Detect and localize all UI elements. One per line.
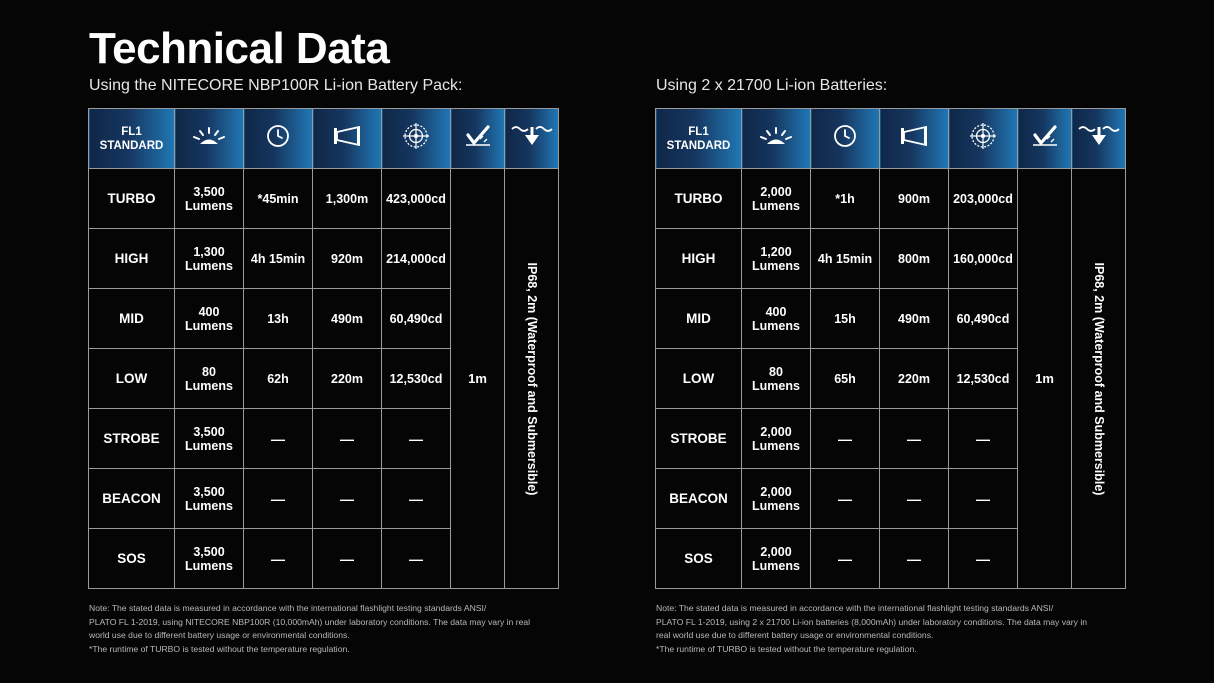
- intensity-cell: 60,490cd: [949, 289, 1018, 349]
- impact-resistance-cell: 1m: [1018, 169, 1072, 589]
- note-line: PLATO FL 1-2019, using NITECORE NBP100R (10,000mAh) under laboratory conditions. The data may vary in real: [89, 616, 531, 627]
- output-cell: [742, 169, 811, 229]
- mode-cell: LOW: [89, 349, 175, 409]
- runtime-cell: *45min: [244, 169, 313, 229]
- spec-table-panel-2: [655, 108, 1125, 587]
- peak-intensity-header: [949, 109, 1018, 169]
- note-line: Note: The stated data is measured in accordance with the international flashlight testing standards ANSI/: [89, 603, 487, 613]
- spec-table: [88, 108, 559, 589]
- mode-cell: STROBE: [656, 409, 742, 469]
- mode-cell: HIGH: [656, 229, 742, 289]
- fl1-label: FL1: [688, 125, 709, 138]
- output-unit: Lumens: [752, 258, 800, 273]
- intensity-cell: 60,490cd: [382, 289, 451, 349]
- beam-distance-header: [880, 109, 949, 169]
- output-cell: [175, 349, 244, 409]
- output-value: 80: [769, 364, 783, 379]
- intensity-cell: 203,000cd: [949, 169, 1018, 229]
- runtime-cell: —: [811, 469, 880, 529]
- output-cell: [742, 409, 811, 469]
- table-row: [656, 169, 1126, 229]
- mode-cell: SOS: [89, 529, 175, 589]
- runtime-cell: —: [811, 409, 880, 469]
- output-cell: [742, 289, 811, 349]
- spec-table-panel-1: [88, 108, 558, 587]
- beam-distance-icon: [333, 126, 361, 151]
- runtime-icon: [266, 124, 290, 153]
- output-value: 1,200: [760, 244, 792, 259]
- output-value: 400: [765, 304, 787, 319]
- output-unit: Lumens: [185, 378, 233, 393]
- output-value: 400: [198, 304, 220, 319]
- intensity-cell: —: [382, 529, 451, 589]
- output-value: 80: [202, 364, 216, 379]
- output-header: [742, 109, 811, 169]
- output-unit: Lumens: [185, 438, 233, 453]
- output-cell: [175, 229, 244, 289]
- peak-intensity-icon: [969, 122, 997, 155]
- runtime-cell: 62h: [244, 349, 313, 409]
- waterproof-cell: [1072, 169, 1126, 589]
- mode-cell: MID: [89, 289, 175, 349]
- mode-cell: BEACON: [656, 469, 742, 529]
- intensity-cell: —: [382, 469, 451, 529]
- runtime-icon: [833, 124, 857, 153]
- output-unit: Lumens: [185, 498, 233, 513]
- intensity-cell: 423,000cd: [382, 169, 451, 229]
- distance-cell: 220m: [880, 349, 949, 409]
- panel-2-subtitle: Using 2 x 21700 Li-ion Batteries:: [656, 77, 888, 94]
- runtime-cell: —: [811, 529, 880, 589]
- intensity-cell: 214,000cd: [382, 229, 451, 289]
- intensity-cell: —: [949, 529, 1018, 589]
- waterproof-rating: IP68, 2m (Waterproof and Submersible): [1091, 262, 1106, 495]
- mode-cell: TURBO: [656, 169, 742, 229]
- waterproof-cell: [505, 169, 559, 589]
- standard-label: STANDARD: [99, 139, 164, 152]
- impact-resistance-header: [1018, 109, 1072, 169]
- spec-table: [655, 108, 1126, 589]
- distance-cell: 220m: [313, 349, 382, 409]
- output-cell: [175, 169, 244, 229]
- intensity-cell: 160,000cd: [949, 229, 1018, 289]
- table-header-row: [89, 109, 559, 169]
- panel-1-subtitle: Using the NITECORE NBP100R Li-ion Battery Pack:: [89, 77, 463, 94]
- impact-resistance-header: [451, 109, 505, 169]
- runtime-cell: —: [244, 469, 313, 529]
- distance-cell: 490m: [313, 289, 382, 349]
- waterproof-icon: [1078, 125, 1120, 152]
- output-value: 3,500: [193, 424, 225, 439]
- runtime-cell: —: [244, 409, 313, 469]
- output-value: 2,000: [760, 424, 792, 439]
- peak-intensity-icon: [402, 122, 430, 155]
- output-value: 3,500: [193, 544, 225, 559]
- mode-cell: STROBE: [89, 409, 175, 469]
- fl1-standard-header: [89, 109, 175, 169]
- waterproof-rating: IP68, 2m (Waterproof and Submersible): [524, 262, 539, 495]
- output-value: 2,000: [760, 484, 792, 499]
- runtime-cell: —: [244, 529, 313, 589]
- panel-1-note: [89, 602, 559, 656]
- intensity-cell: 12,530cd: [382, 349, 451, 409]
- output-cell: [742, 469, 811, 529]
- impact-resistance-cell: 1m: [451, 169, 505, 589]
- mode-cell: LOW: [656, 349, 742, 409]
- mode-cell: TURBO: [89, 169, 175, 229]
- note-line: real world use due to different battery usage or environmental conditions.: [656, 630, 934, 641]
- runtime-header: [811, 109, 880, 169]
- note-line: *The runtime of TURBO is tested without the temperature regulation.: [89, 643, 350, 654]
- distance-cell: 800m: [880, 229, 949, 289]
- fl1-standard-header: [656, 109, 742, 169]
- output-value: 2,000: [760, 544, 792, 559]
- output-value: 3,500: [193, 484, 225, 499]
- intensity-cell: —: [949, 409, 1018, 469]
- distance-cell: —: [880, 469, 949, 529]
- output-unit: Lumens: [752, 498, 800, 513]
- output-unit: Lumens: [752, 318, 800, 333]
- output-unit: Lumens: [185, 558, 233, 573]
- output-cell: [175, 409, 244, 469]
- table-row: [89, 169, 559, 229]
- runtime-cell: 65h: [811, 349, 880, 409]
- note-line: world use due to different battery usage or environmental conditions.: [89, 630, 350, 641]
- intensity-cell: —: [949, 469, 1018, 529]
- output-unit: Lumens: [752, 438, 800, 453]
- output-unit: Lumens: [752, 558, 800, 573]
- output-icon: [191, 126, 227, 151]
- note-line: PLATO FL 1-2019, using 2 x 21700 Li-ion batteries (8,000mAh) under laboratory conditions. The data may vary in: [656, 616, 1088, 627]
- output-value: 3,500: [193, 184, 225, 199]
- distance-cell: —: [880, 529, 949, 589]
- waterproof-header: [1072, 109, 1126, 169]
- distance-cell: 920m: [313, 229, 382, 289]
- output-unit: Lumens: [185, 318, 233, 333]
- page-title: Technical Data: [89, 24, 390, 73]
- distance-cell: —: [313, 469, 382, 529]
- distance-cell: 1,300m: [313, 169, 382, 229]
- distance-cell: —: [880, 409, 949, 469]
- note-line: *The runtime of TURBO is tested without the temperature regulation.: [656, 643, 917, 654]
- runtime-cell: 13h: [244, 289, 313, 349]
- output-cell: [742, 529, 811, 589]
- output-value: 2,000: [760, 184, 792, 199]
- fl1-label: FL1: [121, 125, 142, 138]
- output-cell: [742, 229, 811, 289]
- table-header-row: [656, 109, 1126, 169]
- distance-cell: 490m: [880, 289, 949, 349]
- output-unit: Lumens: [752, 378, 800, 393]
- runtime-cell: 4h 15min: [244, 229, 313, 289]
- output-unit: Lumens: [185, 258, 233, 273]
- waterproof-icon: [511, 125, 553, 152]
- intensity-cell: 12,530cd: [949, 349, 1018, 409]
- impact-resistance-icon: [1032, 125, 1058, 152]
- panel-2-note: [656, 602, 1126, 656]
- beam-distance-icon: [900, 126, 928, 151]
- output-cell: [175, 289, 244, 349]
- output-cell: [175, 529, 244, 589]
- runtime-header: [244, 109, 313, 169]
- intensity-cell: —: [382, 409, 451, 469]
- mode-cell: SOS: [656, 529, 742, 589]
- output-unit: Lumens: [185, 198, 233, 213]
- waterproof-header: [505, 109, 559, 169]
- mode-cell: BEACON: [89, 469, 175, 529]
- mode-cell: MID: [656, 289, 742, 349]
- note-line: Note: The stated data is measured in accordance with the international flashlight testing standards ANSI/: [656, 603, 1054, 613]
- distance-cell: —: [313, 409, 382, 469]
- output-unit: Lumens: [752, 198, 800, 213]
- beam-distance-header: [313, 109, 382, 169]
- standard-label: STANDARD: [666, 139, 731, 152]
- output-value: 1,300: [193, 244, 225, 259]
- distance-cell: 900m: [880, 169, 949, 229]
- output-icon: [758, 126, 794, 151]
- output-header: [175, 109, 244, 169]
- mode-cell: HIGH: [89, 229, 175, 289]
- output-cell: [742, 349, 811, 409]
- runtime-cell: 4h 15min: [811, 229, 880, 289]
- peak-intensity-header: [382, 109, 451, 169]
- runtime-cell: 15h: [811, 289, 880, 349]
- impact-resistance-icon: [465, 125, 491, 152]
- runtime-cell: *1h: [811, 169, 880, 229]
- distance-cell: —: [313, 529, 382, 589]
- output-cell: [175, 469, 244, 529]
